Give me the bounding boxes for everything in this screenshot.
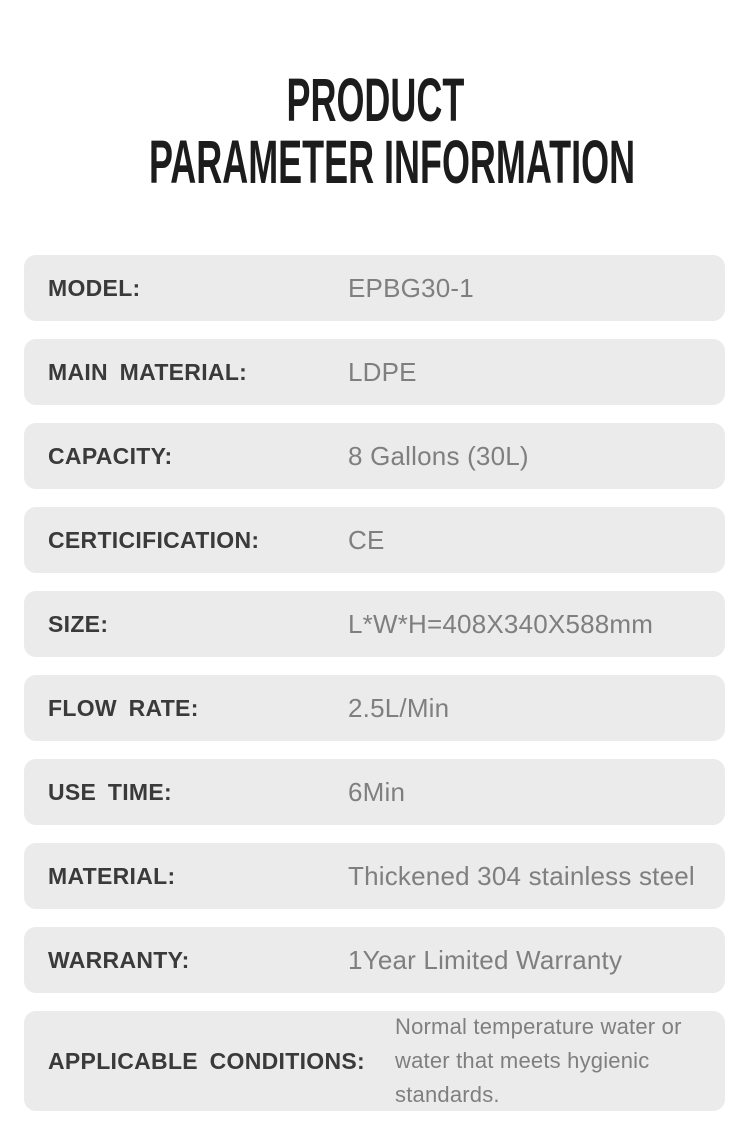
spec-row-model — [24, 255, 725, 321]
spec-label: CAPACITY: — [48, 442, 173, 469]
spec-row-flow-rate — [24, 675, 725, 741]
spec-value: EPBG30-1 — [348, 272, 474, 303]
spec-label: MAIN MATERIAL: — [48, 358, 248, 385]
spec-label: FLOW RATE: — [48, 694, 199, 721]
spec-row-warranty — [24, 927, 725, 993]
spec-value: 1Year Limited Warranty — [348, 944, 623, 975]
spec-label: CERTICIFICATION: — [48, 526, 260, 553]
spec-row-material — [24, 843, 725, 909]
spec-value: Thickened 304 stainless steel — [348, 860, 695, 891]
spec-label: MODEL: — [48, 274, 141, 301]
spec-value: L*W*H=408X340X588mm — [348, 608, 654, 639]
spec-label: APPLICABLE CONDITIONS: — [48, 1047, 365, 1074]
spec-value: 6Min — [348, 776, 406, 807]
spec-label: WARRANTY: — [48, 946, 190, 973]
spec-value: 2.5L/Min — [348, 692, 450, 723]
spec-row-main-material — [24, 339, 725, 405]
spec-label: SIZE: — [48, 610, 109, 637]
spec-label: MATERIAL: — [48, 862, 176, 889]
page-title-line-1: PRODUCT — [286, 66, 464, 135]
spec-value: Normal temperature water or water that meets hygienic standards. — [395, 1014, 682, 1107]
spec-value: CE — [348, 524, 385, 555]
spec-row-certification — [24, 507, 725, 573]
spec-label: USE TIME: — [48, 778, 172, 805]
spec-value: 8 Gallons (30L) — [348, 440, 529, 471]
page-title-line-2: PARAMETER INFORMATION — [148, 128, 636, 197]
spec-row-use-time — [24, 759, 725, 825]
page-title — [0, 0, 750, 197]
spec-row-size — [24, 591, 725, 657]
spec-value: LDPE — [348, 356, 417, 387]
spec-row-capacity — [24, 423, 725, 489]
spec-row-applicable-conditions — [24, 1011, 725, 1111]
spec-table — [24, 255, 725, 1111]
